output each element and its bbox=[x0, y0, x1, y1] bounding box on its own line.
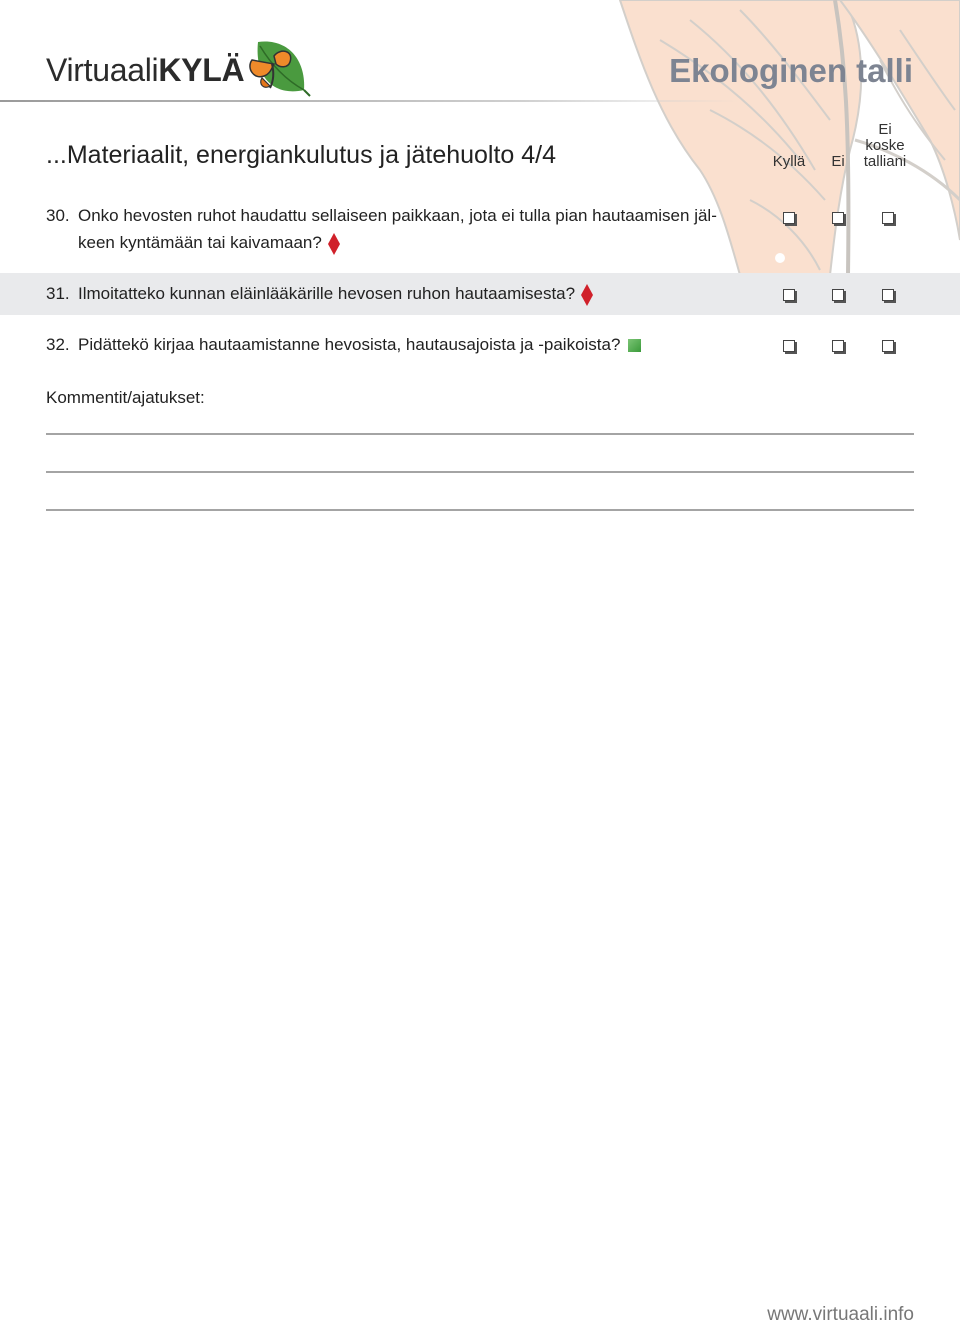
comments-label: Kommentit/ajatukset: bbox=[46, 388, 205, 407]
logo-text-bold: KYLÄ bbox=[158, 52, 245, 88]
checkbox-q32-yes[interactable] bbox=[783, 340, 795, 352]
header-divider bbox=[0, 100, 740, 102]
comment-line-1[interactable] bbox=[46, 433, 914, 435]
checkbox-q31-yes[interactable] bbox=[783, 289, 795, 301]
checkbox-q30-no[interactable] bbox=[832, 212, 844, 224]
column-header-na-line2: koske bbox=[865, 137, 905, 154]
checkbox-q30-yes[interactable] bbox=[783, 212, 795, 224]
question-number: 32. bbox=[46, 335, 70, 354]
column-header-no: Ei bbox=[831, 153, 845, 170]
question-32 bbox=[46, 331, 746, 358]
checkbox-q31-not-applicable[interactable] bbox=[882, 289, 894, 301]
question-number: 30. bbox=[46, 206, 70, 225]
footer-url: www.virtuaali.info bbox=[767, 1304, 914, 1325]
column-header-na-line3: talliani bbox=[863, 153, 907, 170]
question-31 bbox=[46, 280, 746, 307]
section-title: ...Materiaalit, energiankulutus ja jätehuolto 4/4 bbox=[46, 141, 557, 169]
red-diamond-icon bbox=[328, 233, 340, 255]
column-header-yes: Kyllä bbox=[772, 153, 806, 170]
checkbox-q32-not-applicable[interactable] bbox=[882, 340, 894, 352]
column-header-not-applicable bbox=[857, 122, 913, 170]
butterfly-leaf-icon bbox=[244, 38, 312, 98]
question-30 bbox=[46, 202, 736, 256]
checkbox-q30-not-applicable[interactable] bbox=[882, 212, 894, 224]
checkbox-q32-no[interactable] bbox=[832, 340, 844, 352]
red-diamond-icon bbox=[581, 284, 593, 306]
checkbox-q31-no[interactable] bbox=[832, 289, 844, 301]
document-title: Ekologinen talli bbox=[669, 52, 913, 89]
question-text: Pidättekö kirjaa hautaamistanne hevosista, hautausajoista ja -paikoista? bbox=[78, 335, 621, 354]
question-text: Onko hevosten ruhot haudattu sellaiseen paikkaan, jota ei tulla pian hautaamisen jäl-keen kyntämään tai kaivamaan? bbox=[78, 206, 717, 252]
question-text: Ilmoitatteko kunnan eläinlääkärille hevosen ruhon hautaamisesta? bbox=[78, 284, 576, 303]
column-header-na-line1: Ei bbox=[878, 121, 892, 138]
question-number: 31. bbox=[46, 284, 70, 303]
comment-line-2[interactable] bbox=[46, 471, 914, 473]
logo bbox=[46, 52, 244, 89]
green-square-icon bbox=[628, 339, 641, 352]
comment-line-3[interactable] bbox=[46, 509, 914, 511]
logo-text-regular: Virtuaali bbox=[46, 52, 159, 88]
